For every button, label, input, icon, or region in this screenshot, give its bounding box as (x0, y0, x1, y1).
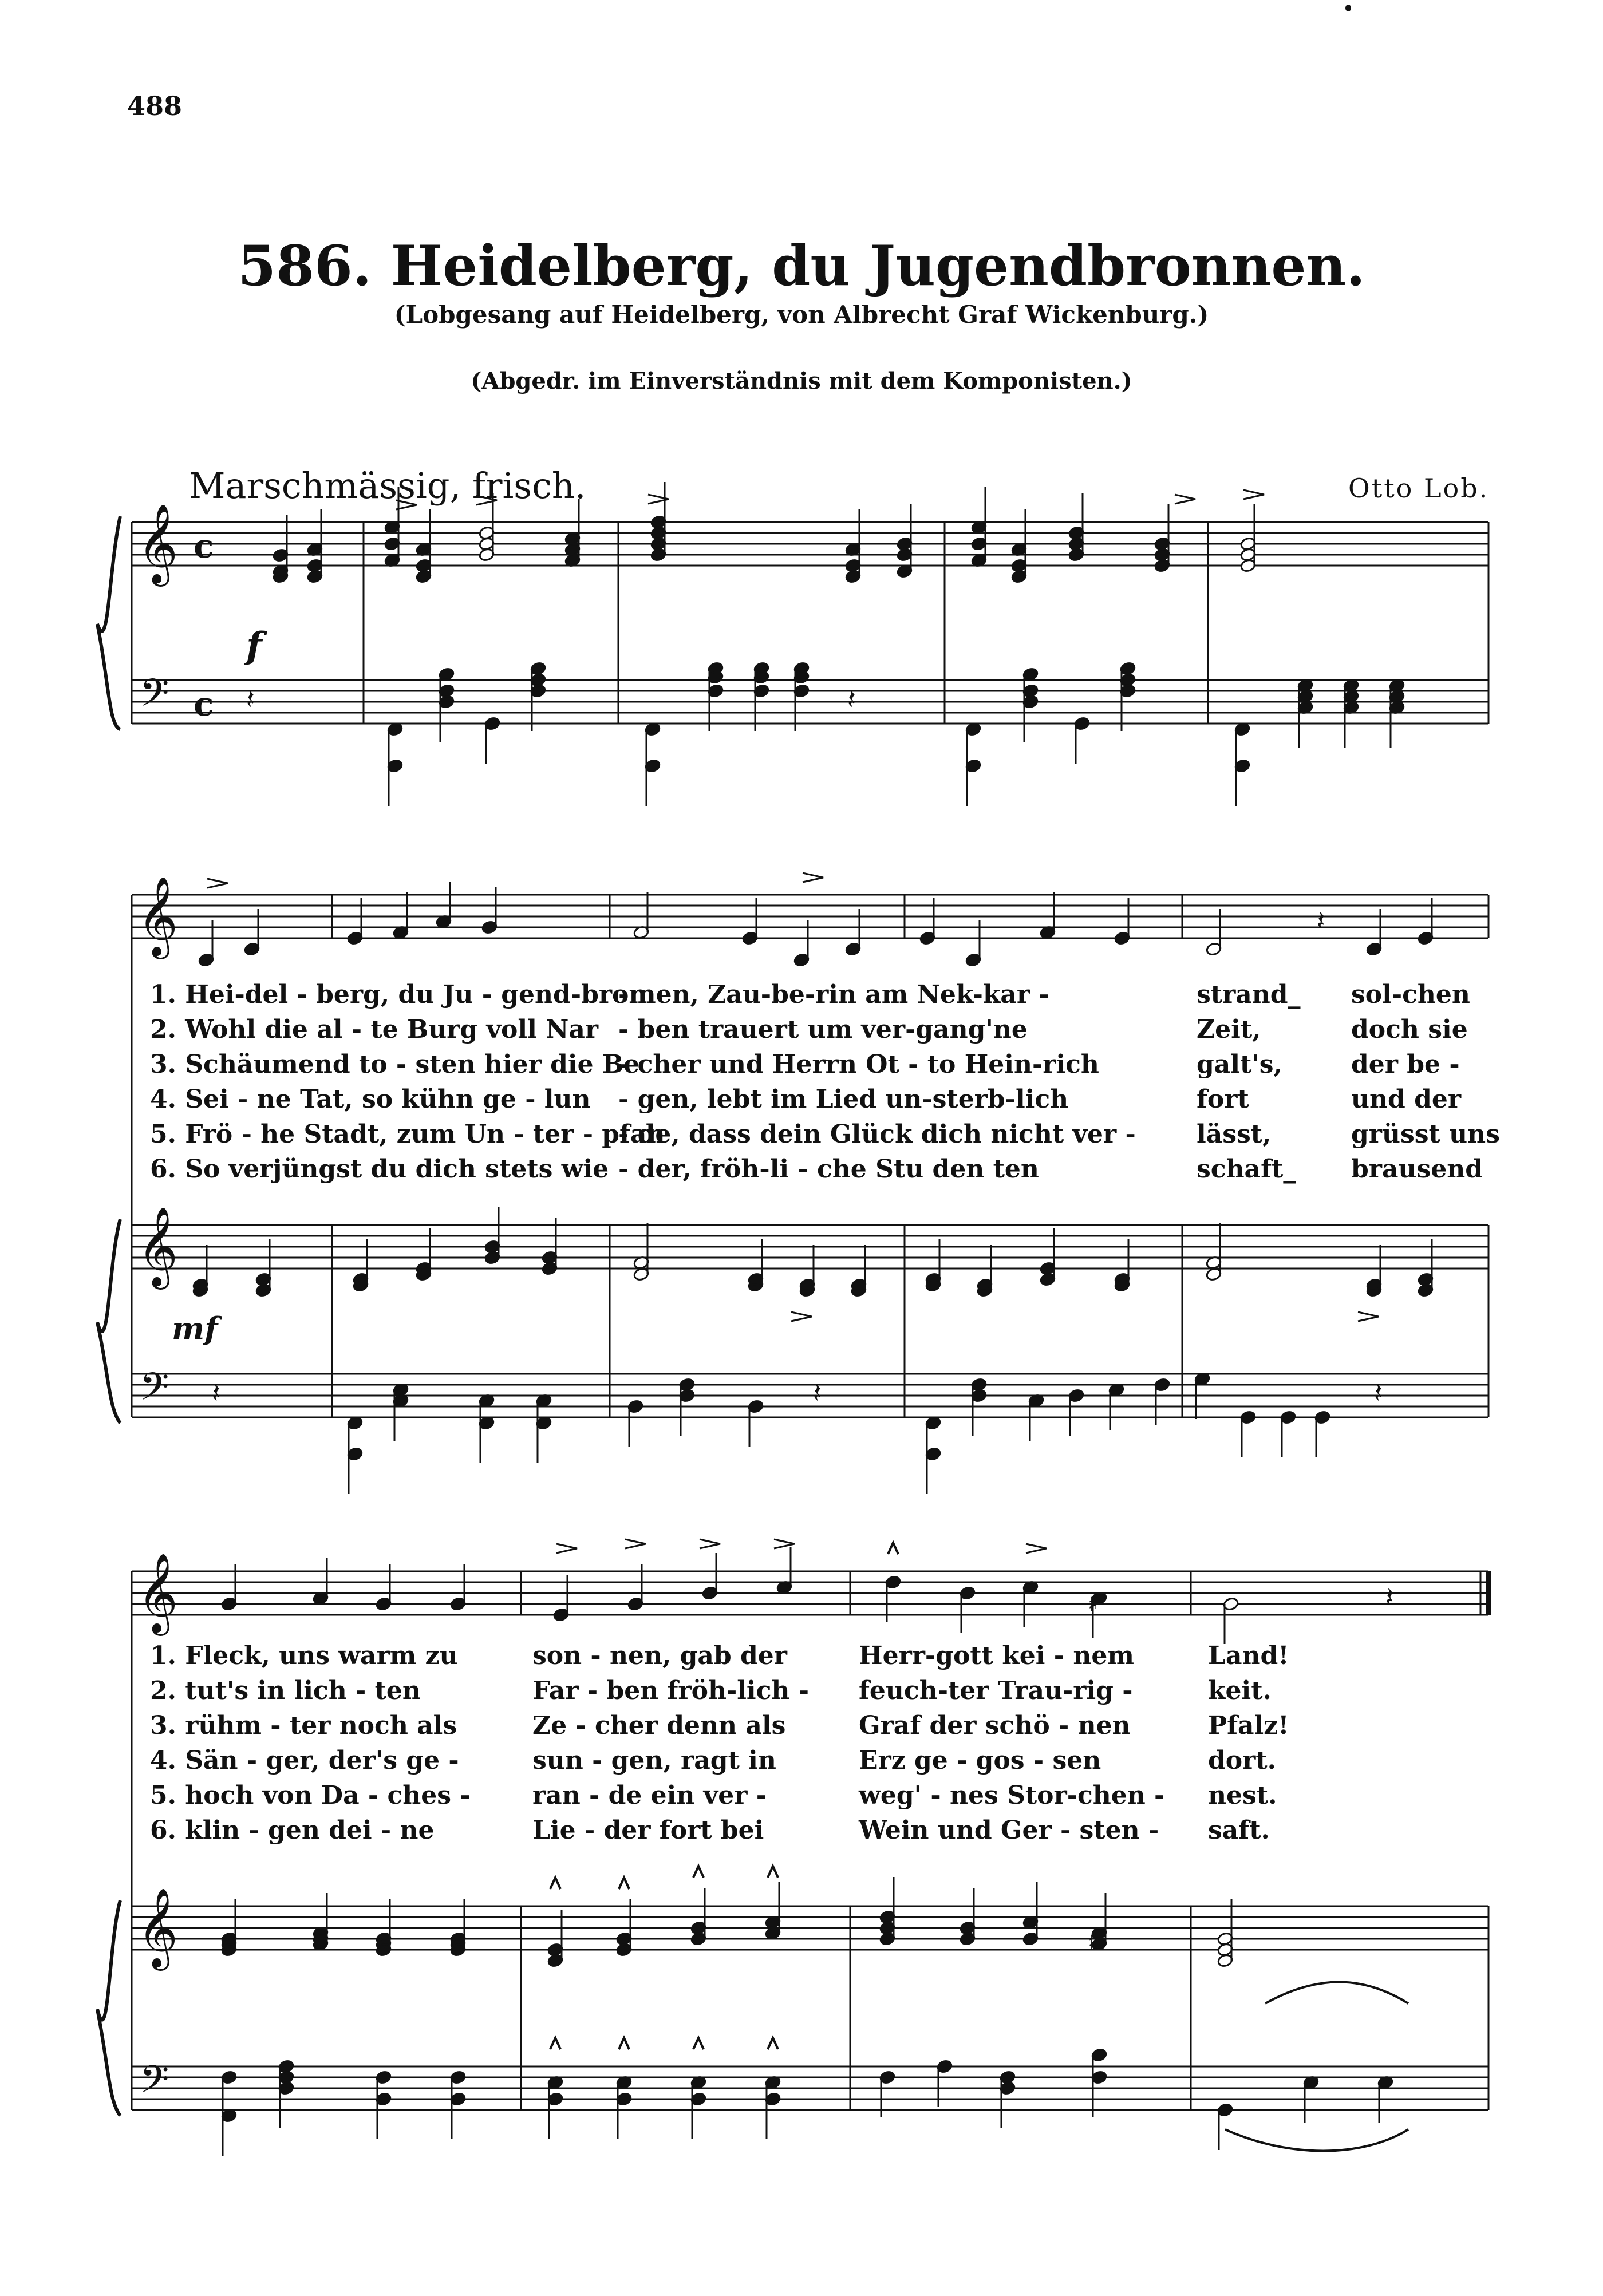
quarter-rest: 𝄽 (813, 1377, 822, 1409)
page-number: 488 (127, 90, 183, 121)
lyric-segment: 3. rühm - ter noch als (150, 1711, 457, 1740)
accent-mark (1026, 1544, 1047, 1553)
lyric-segment: Lie - der fort bei (532, 1816, 764, 1845)
lyric-segment: nest. (1208, 1781, 1277, 1810)
treble-staff-system-2 (132, 1225, 1488, 1268)
lyric-segment: sun - gen, ragt in (532, 1746, 776, 1775)
lyric-segment: lässt, (1197, 1120, 1272, 1149)
marcato-mark (768, 1866, 778, 1878)
marcato-mark (888, 1543, 898, 1554)
bass-clef-piano: 𝄢 (140, 1365, 169, 1418)
lyric-segment: 2. Wohl die al - te Burg voll Nar (150, 1015, 599, 1044)
marcato-mark (693, 2038, 704, 2049)
treble-clef-piano: 𝄞 (137, 1207, 178, 1286)
bass-staff-system-2 (132, 1374, 1488, 1417)
lyric-segment: brausend (1351, 1155, 1483, 1184)
dynamic-mezzoforte: mf (172, 1310, 218, 1347)
system-1-brace (97, 516, 120, 729)
lyric-segment: Ze - cher denn als (532, 1711, 786, 1740)
lyric-segment: galt's, (1197, 1050, 1282, 1079)
quarter-rest: 𝄽 (212, 1377, 220, 1409)
treble-clef-piano-3: 𝄞 (137, 1888, 178, 1967)
lyric-segment: 1. Hei-del - berg, du Ju - gend-bron (150, 980, 647, 1009)
lyric-segment: Erz ge - gos - sen (859, 1746, 1101, 1775)
tempo-marking: Marschmässig, frisch. (189, 465, 586, 507)
marcato-mark (619, 2038, 629, 2049)
sharp-sign-piano: ♯ (1088, 1929, 1099, 1955)
lyric-segment: feuch-ter Trau-rig - (859, 1676, 1133, 1705)
treble-clef-voice-3: 𝄞 (137, 1553, 178, 1633)
accent-mark (774, 1539, 795, 1548)
lyric-segment: Herr-gott kei - nem (859, 1641, 1134, 1670)
lyric-segment: saft. (1208, 1816, 1270, 1845)
lyric-segment: strand_ (1197, 980, 1301, 1009)
accent-mark (476, 496, 497, 505)
lyric-segment: doch sie (1351, 1015, 1468, 1044)
lyric-segment: dort. (1208, 1746, 1276, 1775)
lyric-segment: schaft_ (1197, 1155, 1296, 1184)
common-time-treble: c (194, 527, 214, 566)
lyric-segment: Zeit, (1197, 1015, 1261, 1044)
reprint-note: (Abgedr. im Einverständnis mit dem Komponisten.) (471, 367, 1132, 394)
lyric-segment: ran - de ein ver - (532, 1781, 767, 1810)
quarter-rest: 𝄽 (1385, 1582, 1394, 1614)
sharp-sign: ♯ (1088, 1591, 1099, 1617)
lyric-segment: - cher und Herrn Ot - to Hein-rich (618, 1050, 1099, 1079)
lyric-segment: sol-chen (1351, 980, 1470, 1009)
slur (1265, 1982, 1408, 2004)
accent-mark (700, 1539, 720, 1548)
accent-mark (1175, 495, 1195, 504)
quarter-rest: 𝄽 (847, 683, 856, 716)
lyric-segment: - de, dass dein Glück dich nicht ver - (618, 1120, 1136, 1149)
lyric-segment: weg' - nes Stor-chen - (859, 1781, 1165, 1810)
quarter-rest: 𝄽 (1317, 905, 1325, 937)
lyric-segment: fort (1197, 1085, 1249, 1114)
system-3-brace (97, 1900, 120, 2116)
lyric-segment: - gen, lebt im Lied un-sterb-lich (618, 1085, 1069, 1114)
common-time-bass: c (194, 685, 214, 724)
system-2-brace (97, 1219, 120, 1423)
lyric-segment: Pfalz! (1208, 1711, 1289, 1740)
voice-staff-system-2 (132, 895, 1488, 938)
marcato-mark (619, 1878, 629, 1889)
marcato-mark (550, 1878, 560, 1889)
lyric-segment: 3. Schäumend to - sten hier die Be (150, 1050, 640, 1079)
lyric-segment: Wein und Ger - sten - (859, 1816, 1159, 1845)
lyric-segment: der be - (1351, 1050, 1460, 1079)
lyric-segment: Far - ben fröh-lich - (532, 1676, 809, 1705)
lyric-segment: 2. tut's in lich - ten (150, 1676, 421, 1705)
marcato-mark (693, 1866, 704, 1878)
treble-staff-system-3 (132, 1906, 1488, 1950)
accent-mark (207, 879, 228, 888)
lyric-segment: Land! (1208, 1641, 1289, 1670)
treble-staff-system-1 (132, 522, 1488, 566)
voice-staff-system-3 (132, 1571, 1488, 1615)
composer-name: Otto Lob. (1348, 473, 1490, 504)
lyric-segment: 5. hoch von Da - ches - (150, 1781, 471, 1810)
lyric-segment: 6. So verjüngst du dich stets wie (150, 1155, 609, 1184)
marcato-mark (550, 2038, 560, 2049)
lyric-segment: 1. Fleck, uns warm zu (150, 1641, 458, 1670)
accent-mark (1243, 490, 1264, 499)
lyric-segment: Graf der schö - nen (859, 1711, 1131, 1740)
accent-mark (1358, 1312, 1379, 1321)
lyric-segment: - nen, Zau-be-rin am Nek-kar - (618, 980, 1049, 1009)
lyric-segment: und der (1351, 1085, 1462, 1114)
treble-clef-voice: 𝄞 (137, 876, 178, 956)
quarter-rest: 𝄽 (246, 683, 255, 716)
accent-mark (556, 1544, 577, 1553)
accent-mark (803, 873, 823, 882)
song-subtitle: (Lobgesang auf Heidelberg, von Albrecht Graf Wickenburg.) (394, 301, 1209, 329)
lyric-segment: keit. (1208, 1676, 1272, 1705)
dynamic-forte: f (246, 625, 262, 667)
marcato-mark (768, 2038, 778, 2049)
accent-mark (625, 1539, 646, 1548)
bass-clef: 𝄢 (140, 671, 169, 724)
bass-staff-system-1 (132, 680, 1488, 724)
lyric-segment: 4. Sei - ne Tat, so kühn ge - lun (150, 1085, 591, 1114)
lyric-segment: 6. klin - gen dei - ne (150, 1816, 435, 1845)
accent-mark (791, 1312, 812, 1321)
song-title: 586. Heidelberg, du Jugendbronnen. (238, 234, 1365, 298)
lyric-segment: son - nen, gab der (532, 1641, 787, 1670)
lyric-segment: 4. Sän - ger, der's ge - (150, 1746, 459, 1775)
lyric-segment: grüsst uns (1351, 1120, 1500, 1149)
lyric-segment: 5. Frö - he Stadt, zum Un - ter - pfan (150, 1120, 665, 1149)
lyric-segment: - ben trauert um ver-gang'ne (618, 1015, 1028, 1044)
treble-clef: 𝄞 (137, 504, 178, 583)
accent-mark (648, 495, 669, 504)
quarter-rest: 𝄽 (1374, 1377, 1383, 1409)
slur (1225, 2129, 1408, 2151)
bass-clef-piano-3: 𝄢 (140, 2057, 169, 2111)
bass-staff-system-3 (132, 2066, 1488, 2110)
lyric-segment: - der, fröh-li - che Stu den ten (618, 1155, 1039, 1184)
